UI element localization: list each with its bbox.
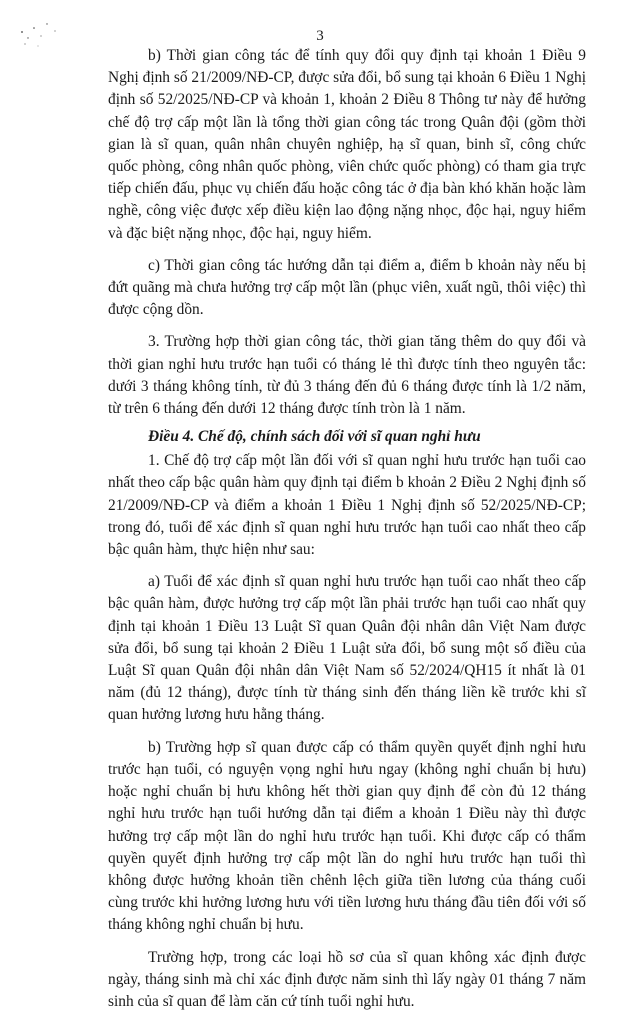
paragraph-3-3: 3. Trường hợp thời gian công tác, thời gian tăng thêm do quy đổi và thời gian nghỉ hưu trước hạn tuổi có tháng lẻ thì được tính theo nguyên tắc: dưới 3 tháng không tính, từ đủ 3 tháng đến đủ 6 tháng được tính là 1/2 năm, từ trên 6 tháng đến dưới 12 tháng được tính tròn là 1 năm. [108,333,586,418]
paragraph-4-1a: a) Tuổi để xác định sĩ quan nghỉ hưu trước hạn tuổi cao nhất theo cấp bậc quân hàm, được hưởng trợ cấp một lần phải trước hạn tuổi cao nhất quy định tại khoản 1 Điều 13 Luật Sĩ quan Quân đội nhân dân Việt Nam được sửa đổi, bổ sung tại khoản 2 Điều 1 Luật sửa đổi, bổ sung một số điều của Luật Sĩ quan Quân đội nhân dân Việt Nam số 52/2024/QH15 ít nhất là 01 năm (đủ 12 tháng), được tính từ tháng sinh đến tháng liền kề trước khi sĩ quan hưởng lương hưu hằng tháng. [108,573,586,724]
page-number: 3 [316,28,324,44]
paragraph-3c: c) Thời gian công tác hướng dẫn tại điểm a, điểm b khoản này nếu bị đứt quãng mà chưa hưởng trợ cấp một lần (phục viên, xuất ngũ, thôi việc) thì được cộng dồn. [108,256,586,319]
paragraph-4-1: 1. Chế độ trợ cấp một lần đối với sĩ quan nghỉ hưu trước hạn tuổi cao nhất theo cấp bậc quân hàm quy định tại điểm b khoản 2 Điều 2 Nghị định số 21/2009/NĐ-CP và điểm a khoản 1 Điều 1 Nghị định số 52/2025/NĐ-CP; trong đó, tuổi để xác định sĩ quan nghỉ hưu trước hạn tuổi cao nhất theo cấp bậc quân hàm, thực hiện như sau: [108,452,586,559]
paragraph-3b: b) Thời gian công tác để tính quy đổi quy định tại khoản 1 Điều 9 Nghị định số 21/2009/NĐ-CP, được sửa đổi, bổ sung tại khoản 6 Điều 1 Nghị định số 52/2025/NĐ-CP và khoản 1, khoản 2 Điều 8 Thông tư này để hưởng chế độ trợ cấp một lần là tổng thời gian công tác trong Quân đội (gồm thời gian là sĩ quan, quân nhân chuyên nghiệp, hạ sĩ quan, binh sĩ, công chức quốc phòng, công nhân quốc phòng, viên chức quốc phòng) có tham gia trực tiếp chiến đấu, phục vụ chiến đấu hoặc công tác ở địa bàn khó khăn hoặc làm nghề, công việc được xếp điều kiện lao động nặng nhọc, độc hại, nguy hiểm và đặc biệt nặng nhọc, độc hại, nguy hiểm. [108,47,586,242]
paragraph-4-1b: b) Trường hợp sĩ quan được cấp có thẩm quyền quyết định nghỉ hưu trước hạn tuổi, có nguyện vọng nghỉ hưu ngay (không nghỉ chuẩn bị hưu) hoặc nghỉ chuẩn bị hưu không hết thời gian quy định để còn đủ 12 tháng nghỉ hưu trước hạn tuổi hướng dẫn tại điểm a khoản 1 Điều này thì được hưởng trợ cấp một lần do nghỉ hưu trước hạn tuổi. Khi được cấp có thẩm quyền quyết định hưởng trợ cấp một lần do nghỉ hưu trước hạn tuổi thì không được hưởng khoản tiền chênh lệch giữa tiền lương của tháng cuối cùng trước khi hưởng lương hưu với tiền lương hưu tháng đầu tiên đối với số tháng không nghỉ chuẩn bị hưu. [108,738,586,934]
paragraph-4-note: Trường hợp, trong các loại hồ sơ của sĩ quan không xác định được ngày, tháng sinh mà chỉ xác định được năm sinh thì lấy ngày 01 tháng 7 năm sinh của sĩ quan để làm căn cứ tính tuổi nghỉ hưu. [108,948,586,1010]
article-4-heading: Điều 4. Chế độ, chính sách đối với sĩ quan nghỉ hưu [148,428,481,446]
document-body [108,45,586,1023]
